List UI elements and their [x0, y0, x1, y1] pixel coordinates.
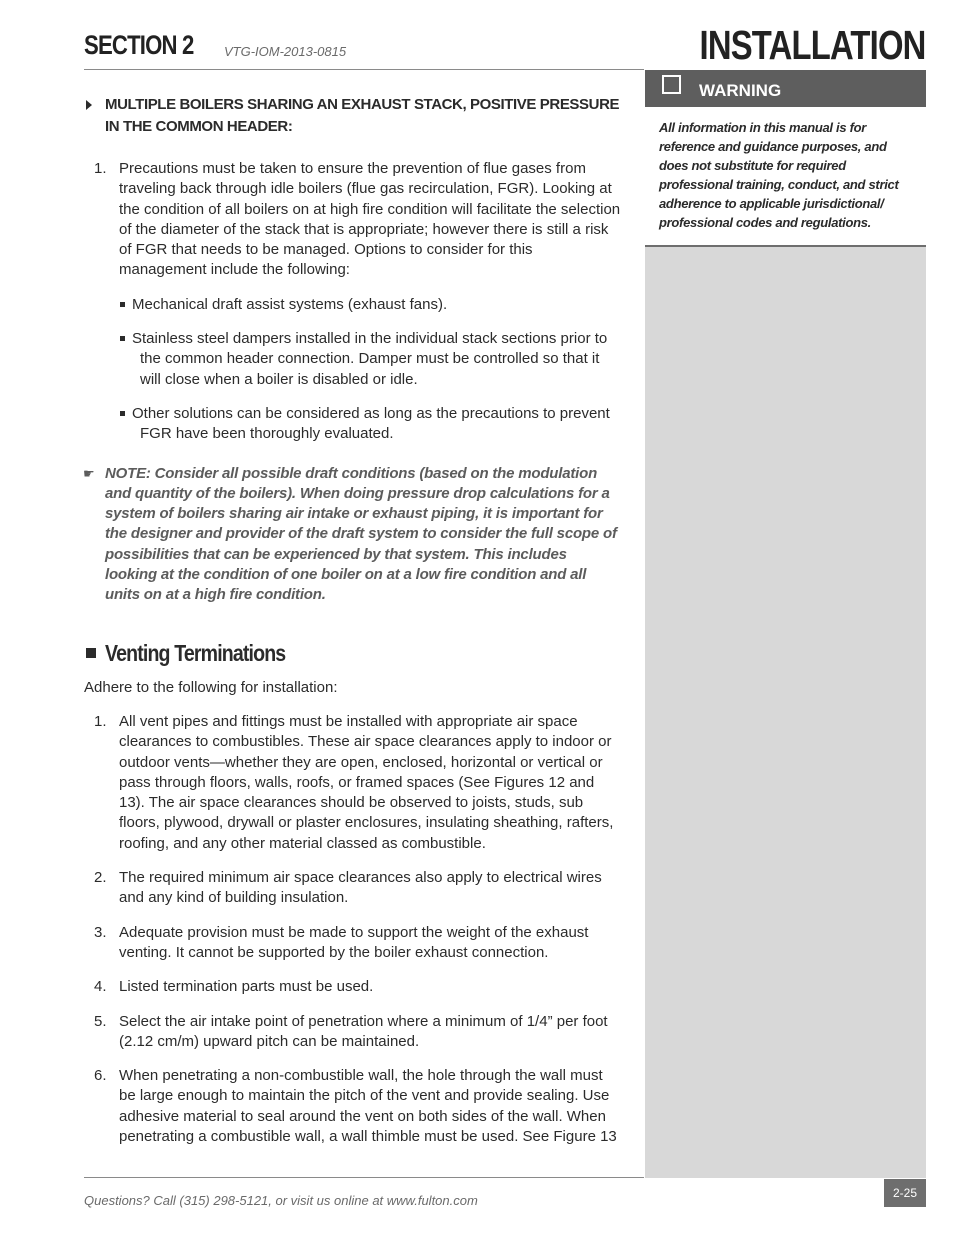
pointing-hand-icon: ☛ — [83, 465, 95, 481]
list-item-text: Select the air intake point of penetration where a minimum of 1/4” per foot (2.12 cm/m) upward pitch can be maintained. — [119, 1012, 608, 1050]
list-item-text: All vent pipes and fittings must be installed with appropriate air space clearances to combustibles. These air space clearances apply to indoor or outdoor vents—whether they are open, enclosed, horizontal or vertical or pass through floors, walls, roofs, or framed spaces (See Figures 12 and 13). The air space clearances should be observed to joists, studs, sub floors, plywood, drywall or plaster enclosures, insulating sheathing, rafters, roofing, and any other material classed as combustible. — [119, 712, 614, 852]
bullet-item — [84, 404, 622, 445]
list-item-text: When penetrating a non-combustible wall, the hole through the wall must be large enough to maintain the pitch of the vent and provide sealing. Use adhesive material to seal around the vent on both sides of the wall. When penetrating a combustible wall, a wall thimble must be used. See Figure 13 — [119, 1067, 617, 1145]
list-item — [84, 977, 622, 997]
chapter-title: INSTALLATION — [699, 22, 926, 68]
header-divider — [84, 69, 644, 70]
list-item — [84, 923, 622, 964]
list-item — [84, 159, 622, 281]
list-item — [84, 868, 622, 909]
list-item-text: Adequate provision must be made to support the weight of the exhaust venting. It cannot be supported by the boiler exhaust connection. — [119, 923, 589, 961]
venting-list — [84, 712, 622, 1147]
footer-contact: Questions? Call (315) 298-5121, or visit us online at www.fulton.com — [84, 1193, 478, 1208]
square-bullet-icon — [120, 411, 125, 416]
bullet-list — [84, 295, 622, 445]
bullet-item — [84, 329, 622, 390]
list-item-number: 3. — [94, 923, 107, 941]
bullet-text: Other solutions can be considered as long as the precautions to prevent FGR have been thoroughly evaluated. — [132, 404, 610, 443]
warning-checkbox-icon — [662, 75, 681, 94]
list-item — [84, 712, 622, 854]
venting-heading — [84, 640, 622, 666]
subsection-heading-text: MULTIPLE BOILERS SHARING AN EXHAUST STACK, POSITIVE PRESSURE IN THE COMMON HEADER: — [105, 96, 620, 135]
triangle-bullet-icon — [86, 100, 92, 110]
footer-divider — [84, 1177, 644, 1178]
section-label: SECTION 2 — [84, 30, 194, 60]
list-item — [84, 1012, 622, 1053]
list-item-text: Precautions must be taken to ensure the prevention of flue gases from traveling back through idle boilers (flue gas recirculation, FGR). Looking at the condition of all boilers on at high fire condition will facilitate the selection of the diameter of the stack that is appropriate; however there is still a risk of FGR that needs to be managed. Options to consider for this management include the following: — [119, 160, 621, 279]
list-item-text: The required minimum air space clearances also apply to electrical wires and any kind of building insulation. — [119, 869, 602, 907]
venting-heading-text: Venting Terminations — [105, 639, 286, 666]
list-item-number: 1. — [94, 160, 107, 177]
list-item — [84, 1066, 622, 1147]
page-number: 2-25 — [884, 1179, 926, 1207]
venting-intro: Adhere to the following for installation: — [84, 678, 338, 696]
main-content — [84, 94, 622, 1161]
bullet-text: Stainless steel dampers installed in the individual stack sections prior to the common header connection. Damper must be controlled so that it will close when a boiler is disabled or idle. — [132, 330, 608, 388]
list-item-number: 2. — [94, 869, 107, 887]
warning-header — [645, 70, 926, 107]
list-item-number: 4. — [94, 978, 107, 996]
square-bullet-icon — [120, 336, 125, 341]
subsection-heading — [84, 94, 622, 138]
list-item-text: Listed termination parts must be used. — [119, 978, 374, 996]
list-item-number: 6. — [94, 1067, 107, 1085]
note-text: NOTE: Consider all possible draft conditions (based on the modulation and quantity of the boilers). When doing pressure drop calculations for a system of boilers sharing air intake or exhaust piping, it is important for the designer and provider of the draft system to consider the full scope of possibilities that can be experienced by that system. This includes looking at the condition of one boiler on at a low fire condition and all units on at a high fire condition. — [105, 464, 617, 604]
warning-label: WARNING — [699, 81, 782, 100]
warning-text: All information in this manual is for reference and guidance purposes, and does not substitute for required professional training, conduct, and strict adherence to applicable jurisdictional/ professional codes and regulations. — [659, 120, 899, 230]
bullet-text: Mechanical draft assist systems (exhaust fans). — [132, 295, 448, 313]
note-block — [84, 464, 622, 606]
warning-divider — [645, 245, 926, 247]
list-item-number: 1. — [94, 712, 107, 730]
list-item-number: 5. — [94, 1012, 107, 1030]
square-bullet-icon — [120, 302, 125, 307]
square-heading-icon — [86, 648, 96, 658]
bullet-item — [84, 295, 622, 315]
document-id: VTG-IOM-2013-0815 — [224, 44, 347, 59]
